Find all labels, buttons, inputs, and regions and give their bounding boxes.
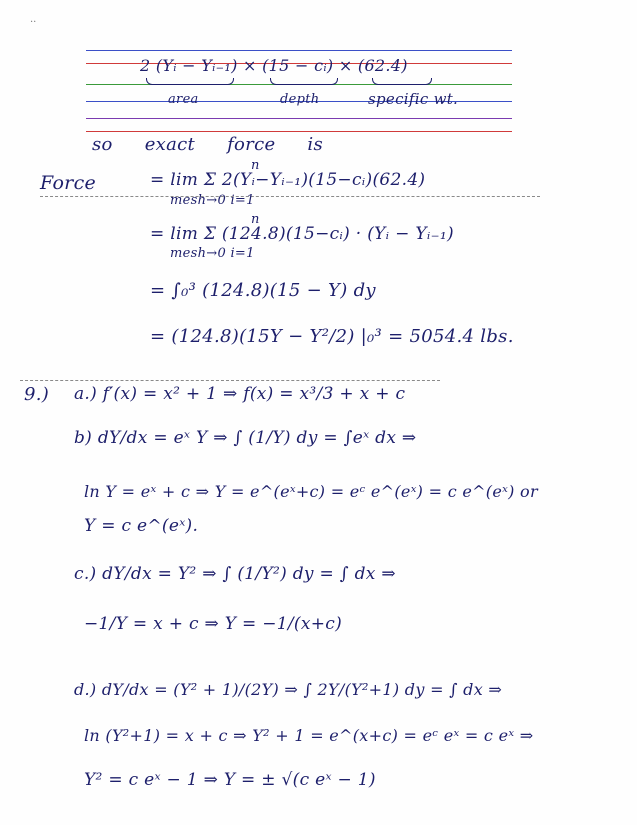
label-depth: depth	[280, 92, 320, 107]
dashed-guide-line	[40, 196, 540, 197]
part-b-line1: b) dY/dx = eˣ Y ⇒ ∫ (1/Y) dy = ∫eˣ dx ⇒	[74, 428, 417, 448]
force-line1: = lim Σ 2(Yᵢ−Yᵢ₋₁)(15−cᵢ)(62.4)	[150, 170, 426, 190]
depth-brace	[270, 78, 338, 85]
force-line1-sup: n	[251, 158, 260, 173]
area-brace	[146, 78, 234, 85]
label-area: area	[168, 92, 199, 107]
part-d-line1: d.) dY/dx = (Y² + 1)/(2Y) ⇒ ∫ 2Y/(Y²+1) dy = ∫ dx ⇒	[74, 680, 503, 699]
force-line3: = ∫₀³ (124.8)(15 − Y) dy	[150, 280, 376, 301]
specific-wt-brace	[372, 78, 432, 85]
problem-number: 9.)	[24, 384, 50, 405]
dashed-guide-line-2	[20, 380, 440, 381]
corner-mark: ..	[30, 14, 37, 25]
part-b-line3: Y = c e^(eˣ).	[84, 516, 199, 536]
intro-text: so exact force is	[92, 134, 324, 155]
part-c-line2: −1/Y = x + c ⇒ Y = −1/(x+c)	[84, 614, 343, 634]
ruled-line-blue	[86, 50, 512, 51]
part-d-line3: Y² = c eˣ − 1 ⇒ Y = ± √(c eˣ − 1)	[84, 770, 376, 790]
header-expression: 2 (Yᵢ − Yᵢ₋₁) × (15 − cᵢ) × (62.4)	[140, 56, 408, 75]
ruled-line-purple	[86, 118, 512, 119]
part-c-line1: c.) dY/dx = Y² ⇒ ∫ (1/Y²) dy = ∫ dx ⇒	[74, 564, 396, 584]
ruled-line-red-2	[86, 131, 512, 132]
label-specific-wt: specific wt.	[368, 90, 459, 108]
part-b-line2: ln Y = eˣ + c ⇒ Y = e^(eˣ+c) = eᶜ e^(eˣ) = c e^(eˣ) or	[84, 482, 538, 501]
force-line4: = (124.8)(15Y − Y²/2) |₀³ = 5054.4 lbs.	[150, 326, 514, 347]
force-line2-sup: n	[251, 212, 260, 227]
force-line2-sub: mesh→0 i=1	[170, 246, 255, 261]
part-a: a.) f′(x) = x² + 1 ⇒ f(x) = x³/3 + x + c	[74, 384, 406, 404]
force-line1-sub: mesh→0 i=1	[170, 193, 255, 208]
force-label: Force	[40, 172, 97, 194]
part-d-line2: ln (Y²+1) = x + c ⇒ Y² + 1 = e^(x+c) = eᶜ eˣ = c eˣ ⇒	[84, 726, 534, 745]
force-line2: = lim Σ (124.8)(15−cᵢ) · (Yᵢ − Yᵢ₋₁)	[150, 224, 454, 244]
